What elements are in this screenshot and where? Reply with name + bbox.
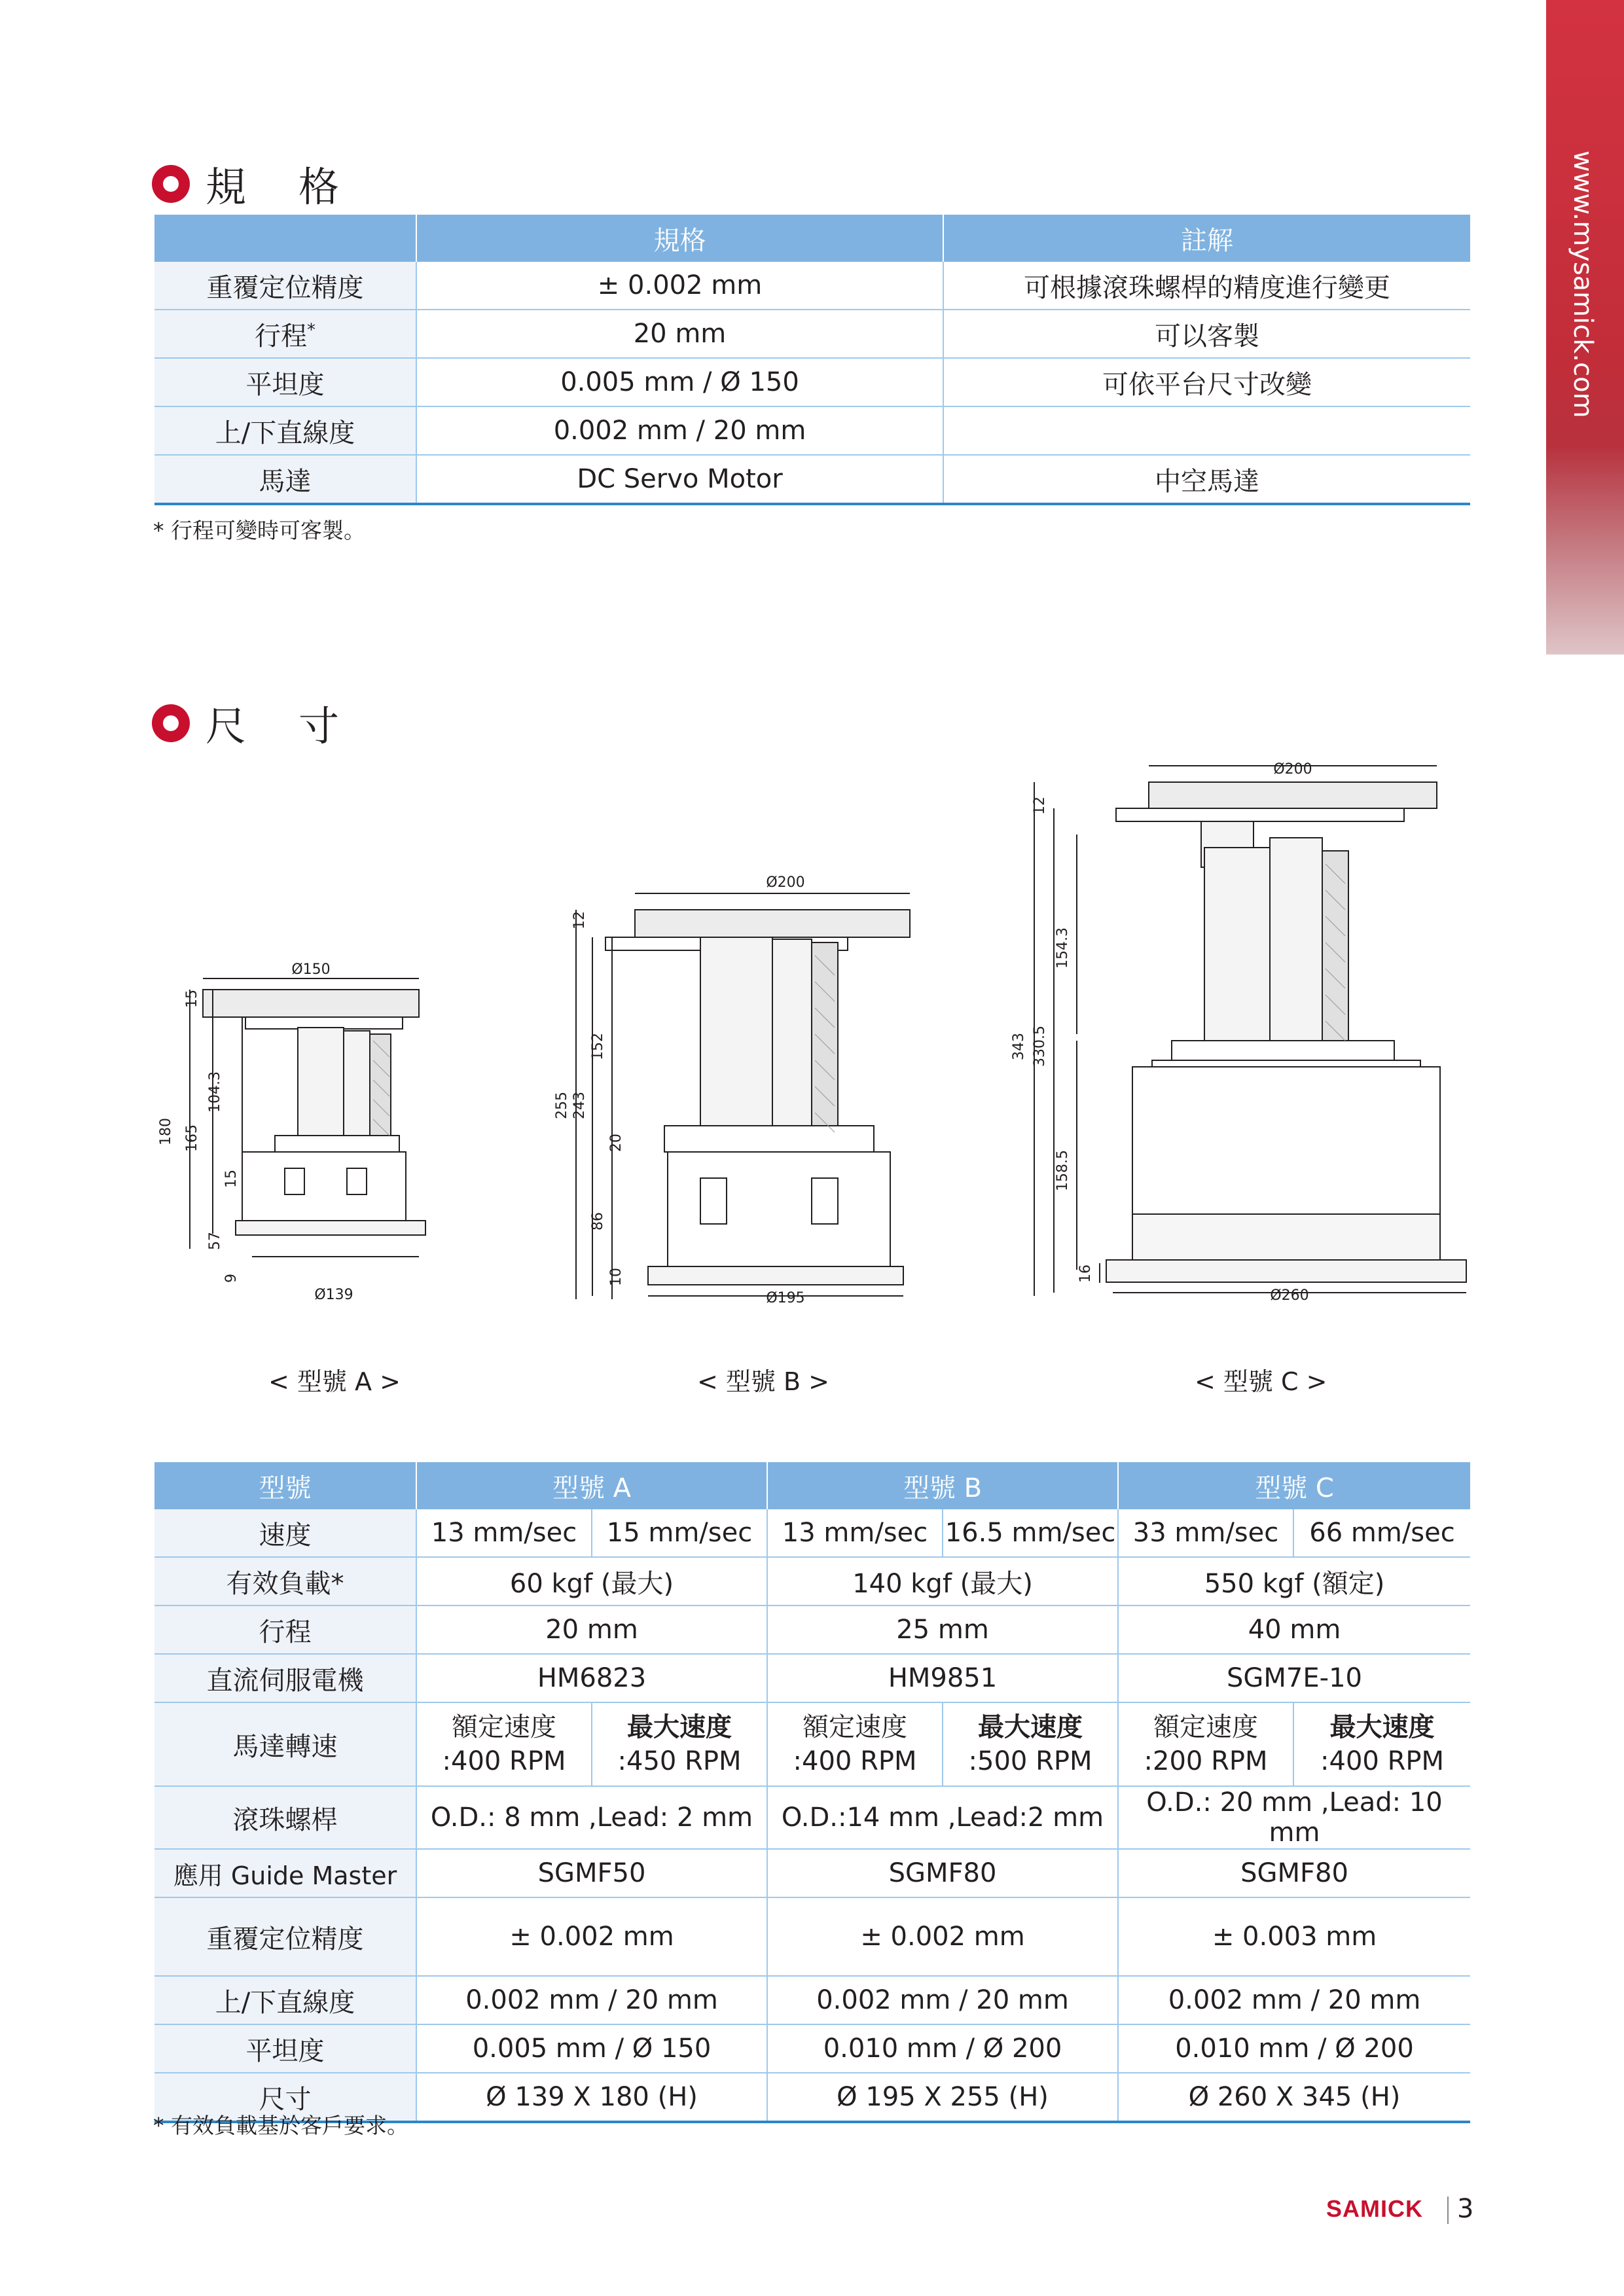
spec-note: * 行程可變時可客製。 [153, 518, 365, 543]
dim-label: 12 [571, 911, 588, 929]
spec-header-row [154, 215, 1470, 262]
table-row [154, 310, 1470, 358]
cell: 140 kgf (最大) [767, 1557, 1118, 1605]
dim-label: 154.3 [1055, 927, 1071, 969]
drawing-model-c [995, 753, 1479, 1322]
dim-label: 243 [571, 1092, 588, 1119]
cell: DC Servo Motor [416, 455, 943, 504]
caption-model-b: < 型號 B > [697, 1367, 829, 1396]
dim-label: 158.5 [1055, 1150, 1071, 1191]
table-row [154, 1557, 1470, 1605]
spec-section-title: 規格 [206, 163, 392, 211]
cell: 16.5 mm/sec [943, 1509, 1118, 1557]
row-label: 速度 [154, 1509, 416, 1557]
cell: SGM7E-10 [1118, 1654, 1470, 1702]
row-label: 滾珠螺桿 [154, 1786, 416, 1849]
cell: SGMF80 [1118, 1849, 1470, 1897]
dim-label: 86 [590, 1212, 606, 1230]
dim-label: Ø200 [766, 874, 805, 891]
dim-label: 104.3 [207, 1071, 223, 1113]
table-row [154, 1849, 1470, 1897]
cell: 20 mm [416, 1605, 767, 1654]
rpm-max-label: 最大速度 [1329, 1712, 1435, 1742]
brand-logo: SAMICK [1326, 2195, 1423, 2222]
model-header: 型號 [154, 1462, 416, 1509]
cell: 0.005 mm / Ø 150 [416, 358, 943, 406]
row-label: 平坦度 [154, 2024, 416, 2073]
dim-label: Ø260 [1270, 1287, 1309, 1304]
row-label: 上/下直線度 [154, 406, 416, 455]
table-row [154, 455, 1470, 504]
dim-label: Ø200 [1273, 761, 1312, 778]
side-url: www.mysamick.com [1568, 151, 1598, 418]
model-note: * 有效負載基於客戶要求。 [153, 2113, 408, 2138]
dim-label: 343 [1011, 1033, 1027, 1060]
rpm-rated-label: 額定速度 [1153, 1712, 1259, 1742]
row-label: 行程 [154, 1605, 416, 1654]
cell: HM6823 [416, 1654, 767, 1702]
rpm-value: :400 RPM [793, 1746, 917, 1776]
table-row [154, 358, 1470, 406]
footnote-mark: * [307, 320, 316, 340]
model-header-row [154, 1462, 1470, 1509]
cell: 可依平台尺寸改變 [943, 358, 1470, 406]
row-label: 馬達轉速 [154, 1702, 416, 1786]
drawing-model-b [537, 864, 943, 1322]
cell: O.D.:14 mm ,Lead:2 mm [767, 1786, 1118, 1849]
table-row [154, 1702, 1470, 1786]
table-row [154, 262, 1470, 310]
dim-label: 165 [184, 1124, 200, 1152]
dim-label: 10 [608, 1268, 624, 1286]
table-row [154, 406, 1470, 455]
rpm-max-label: 最大速度 [978, 1712, 1083, 1742]
table-row [154, 1786, 1470, 1849]
rpm-cell [592, 1702, 767, 1786]
dim-label: Ø195 [766, 1290, 805, 1306]
cell: 13 mm/sec [416, 1509, 592, 1557]
rpm-cell [1118, 1702, 1293, 1786]
cell: 550 kgf (額定) [1118, 1557, 1470, 1605]
cell: Ø 260 X 345 (H) [1118, 2073, 1470, 2122]
dim-label: 15 [223, 1170, 240, 1188]
row-label: 直流伺服電機 [154, 1654, 416, 1702]
cell: 可以客製 [943, 310, 1470, 358]
cell: 0.005 mm / Ø 150 [416, 2024, 767, 2073]
table-row [154, 1509, 1470, 1557]
dim-label: 15 [184, 990, 200, 1008]
cell: Ø 195 X 255 (H) [767, 2073, 1118, 2122]
rpm-cell [943, 1702, 1118, 1786]
row-label: 應用 Guide Master [154, 1849, 416, 1897]
dim-label: 16 [1077, 1265, 1094, 1283]
rpm-cell [1293, 1702, 1470, 1786]
cell: ± 0.002 mm [416, 262, 943, 310]
cell: O.D.: 20 mm ,Lead: 10 mm [1118, 1786, 1470, 1849]
row-label: 上/下直線度 [154, 1976, 416, 2024]
spec-header: 註解 [943, 215, 1470, 262]
cell: 40 mm [1118, 1605, 1470, 1654]
bullet-icon [152, 704, 190, 742]
row-label: 行程 [255, 321, 307, 351]
table-row [154, 2024, 1470, 2073]
rpm-value: :450 RPM [617, 1746, 742, 1776]
dim-label: 57 [207, 1232, 223, 1250]
rpm-value: :500 RPM [968, 1746, 1092, 1776]
cell: 66 mm/sec [1293, 1509, 1470, 1557]
caption-model-c: < 型號 C > [1195, 1367, 1327, 1396]
cell: 中空馬達 [943, 455, 1470, 504]
row-label: 馬達 [154, 455, 416, 504]
spec-header [154, 215, 416, 262]
row-label: 重覆定位精度 [154, 262, 416, 310]
dim-label: 9 [223, 1274, 240, 1283]
dim-label: 255 [554, 1092, 570, 1119]
dim-section-heading [152, 694, 391, 752]
rpm-rated-label: 額定速度 [452, 1712, 556, 1742]
row-label: 尺寸 [154, 2073, 416, 2122]
cell: 0.002 mm / 20 mm [767, 1976, 1118, 2024]
spec-table [154, 215, 1470, 505]
rpm-value: :400 RPM [442, 1746, 566, 1776]
cell: 13 mm/sec [767, 1509, 943, 1557]
cell: 0.002 mm / 20 mm [1118, 1976, 1470, 2024]
cell: HM9851 [767, 1654, 1118, 1702]
cell: 0.010 mm / Ø 200 [1118, 2024, 1470, 2073]
cell: O.D.: 8 mm ,Lead: 2 mm [416, 1786, 767, 1849]
rpm-value: :400 RPM [1320, 1746, 1444, 1776]
cell: 33 mm/sec [1118, 1509, 1293, 1557]
page-divider [1447, 2197, 1449, 2224]
model-header: 型號 C [1118, 1462, 1470, 1509]
dim-label: 330.5 [1032, 1026, 1048, 1067]
spec-section-heading [152, 154, 391, 213]
rpm-rated-label: 額定速度 [803, 1712, 908, 1742]
table-row [154, 1976, 1470, 2024]
cell: 25 mm [767, 1605, 1118, 1654]
page-number: 3 [1457, 2194, 1474, 2224]
dim-label: Ø139 [314, 1287, 353, 1303]
row-label: 有效負載* [154, 1557, 416, 1605]
cell: ± 0.003 mm [1118, 1897, 1470, 1976]
cell: 0.002 mm / 20 mm [416, 406, 943, 455]
row-label-stroke [154, 310, 416, 358]
cell: 0.002 mm / 20 mm [416, 1976, 767, 2024]
cell: ± 0.002 mm [416, 1897, 767, 1976]
cell: 0.010 mm / Ø 200 [767, 2024, 1118, 2073]
rpm-cell [416, 1702, 592, 1786]
cell: SGMF80 [767, 1849, 1118, 1897]
cell: 15 mm/sec [592, 1509, 767, 1557]
spec-header: 規格 [416, 215, 943, 262]
caption-model-a: < 型號 A > [268, 1367, 401, 1396]
cell: SGMF50 [416, 1849, 767, 1897]
rpm-cell [767, 1702, 943, 1786]
cell: Ø 139 X 180 (H) [416, 2073, 767, 2122]
row-label: 平坦度 [154, 358, 416, 406]
cell: 可根據滾珠螺桿的精度進行變更 [943, 262, 1470, 310]
cell [943, 406, 1470, 455]
dim-label: 20 [608, 1134, 624, 1152]
model-table [154, 1462, 1470, 2123]
table-row [154, 1897, 1470, 1976]
bullet-icon [152, 165, 190, 203]
row-label: 重覆定位精度 [154, 1897, 416, 1976]
model-header: 型號 A [416, 1462, 767, 1509]
dim-label: Ø150 [291, 961, 331, 978]
dim-label: 180 [158, 1118, 174, 1145]
rpm-max-label: 最大速度 [627, 1712, 732, 1742]
model-header: 型號 B [767, 1462, 1118, 1509]
cell: 20 mm [416, 310, 943, 358]
dim-section-title: 尺寸 [206, 702, 392, 750]
table-row [154, 1654, 1470, 1702]
cell: 60 kgf (最大) [416, 1557, 767, 1605]
rpm-value: :200 RPM [1144, 1746, 1268, 1776]
table-row [154, 1605, 1470, 1654]
dim-label: 152 [590, 1033, 606, 1060]
dim-label: 12 [1032, 797, 1048, 815]
drawing-model-a [151, 929, 517, 1322]
cell: ± 0.002 mm [767, 1897, 1118, 1976]
